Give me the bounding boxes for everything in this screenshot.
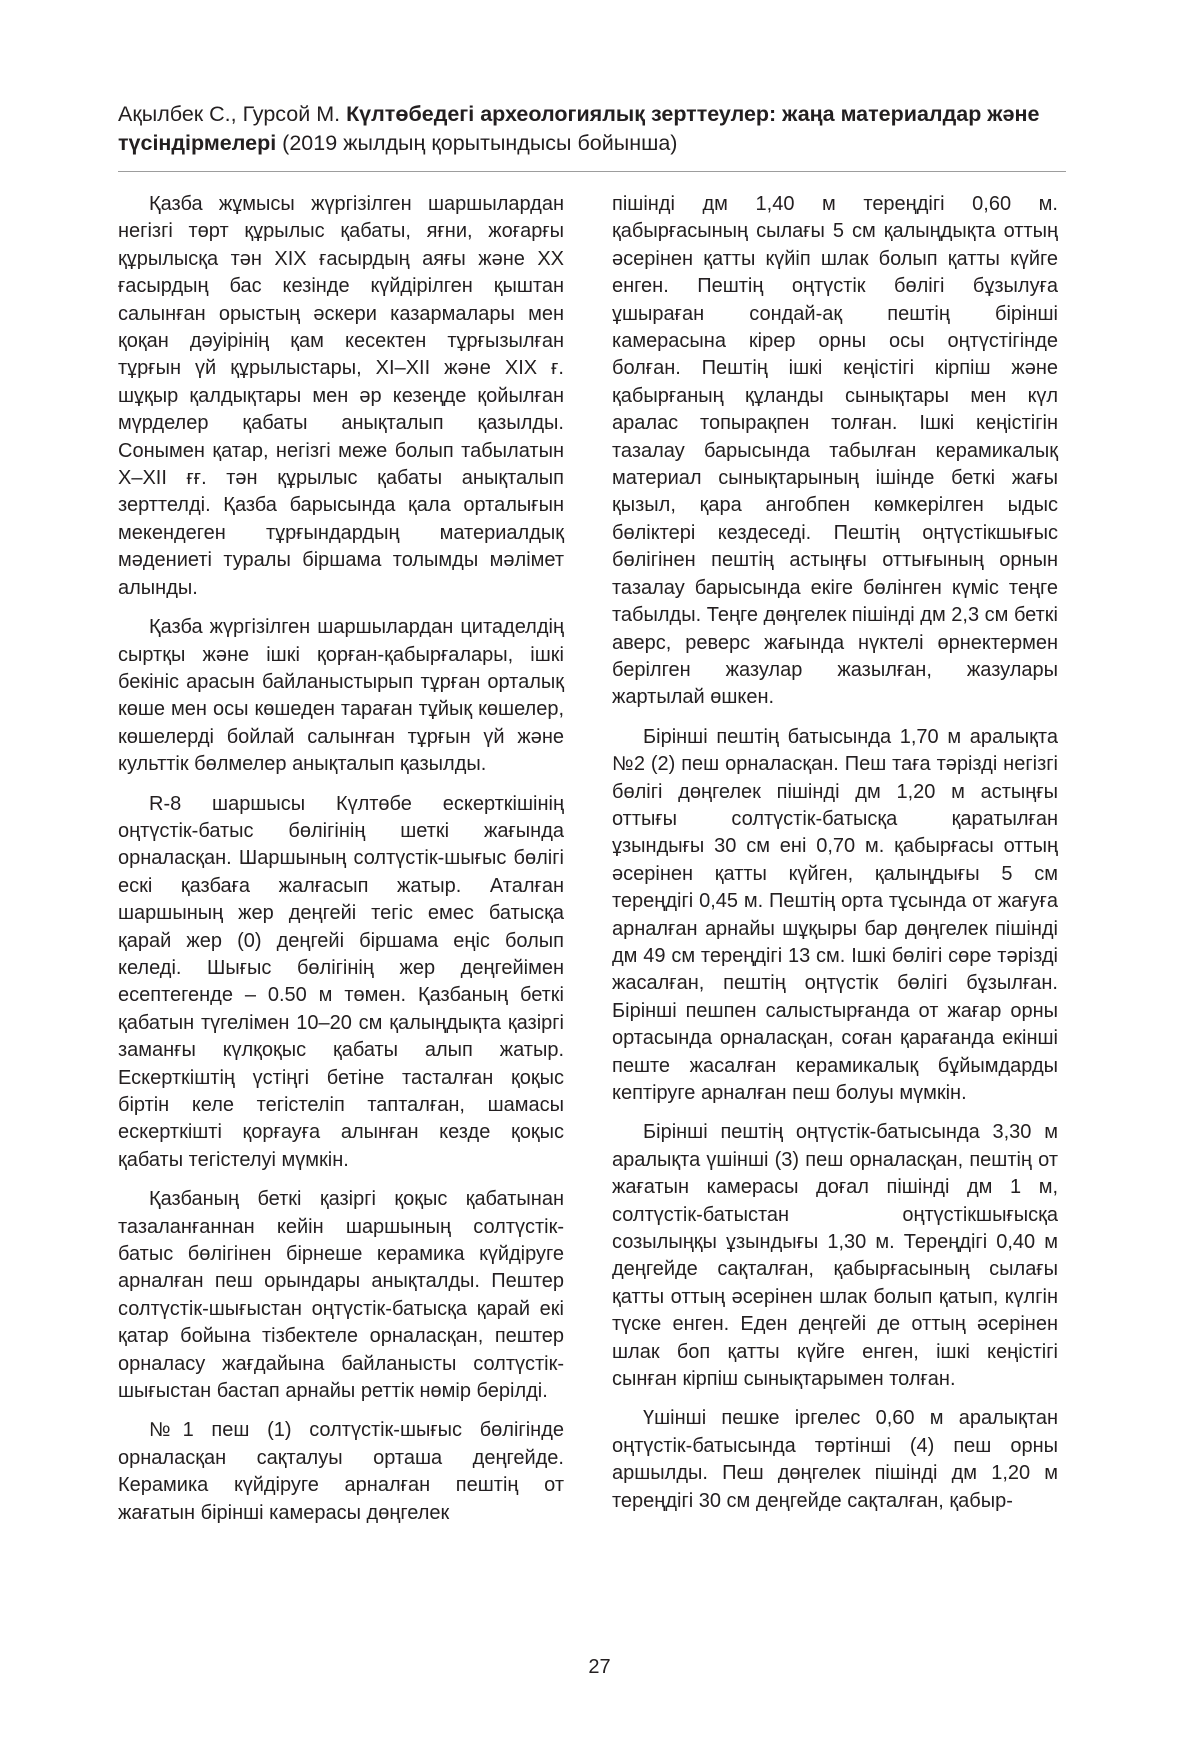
paragraph-continued: пішінді дм 1,40 м тереңдігі 0,60 м. қабырғасының сылағы 5 см қалыңдықта оттың әсерінен қатты күйіп шлак болып қатты күйге енген. Пештің оңтүстік бөлігі бұзылуға ұшыраған сондай-ақ пештің бірінші камерасына кірер орны осы оңтүстігінде болған. Пештің ішкі кеңістігі кірпіш және қабырғаның құланды сынықтары мен күл аралас топырақпен толған. Ішкі кеңістігін тазалау барысында табылған керамикалық материал сынықтарының ішінде беткі жағы қызыл, қара ангобпен көмкерілген ыдыс бөліктері кездеседі. Пештің оңтүстікшығыс бөлігінен пештің астыңғы оттығының орнын тазалау барысында екіге бөлінген күміс теңге табылды. Теңге дөңгелек пішінді дм 2,3 см беткі аверс, реверс жағында нүктелі өрнектермен берілген жазулар жазылған, жазулары жартылай өшкен.: [612, 193, 1058, 709]
header-article-title: Күлтөбедегі археологиялық зерттеулер: жаңа материалдар және түсіндірмелері: [118, 102, 1040, 155]
running-header: [118, 100, 1066, 158]
paragraph: Қазба жұмысы жүргізілген шаршылардан негізгі төрт құрылыс қабаты, яғни, жоғарғы құрылысқа тән XIX ғасырдың аяғы және XX ғасырдың бас кезінде күйдірілген қыштан салынған орыстың әскери казармалары мен қоқан дәуірінің қам кесектен тұрғызылған тұрғын үй құрылыстары, XI–XII және XIX ғ. шұқыр қалдықтары мен әр кезеңде қойылған мүрделер қабаты анықталып қазылды. Сонымен қатар, негізгі меже болып табылатын X–XII ғғ. тән құрылыс қабаты анықталып зерттелді. Қазба барысында қала орталығын мекендеген тұрғындардың материалдық мәдениеті туралы біршама толымды мәлімет алынды.: [118, 193, 564, 599]
header-authors: Ақылбек С., Гурсой М.: [118, 102, 347, 126]
paragraph: Қазба жүргізілген шаршылардан цитаделдің сыртқы және ішкі қорған-қабырғалары, ішкі бекініс арасын байланыстырып тұрған орталық көше мен осы көшеден тараған тұйық көшелер, көшелерді бойлай салынған тұрғын үй және культтік бөлмелер анықталып қазылды.: [118, 616, 564, 776]
page-number: 27: [588, 1656, 611, 1678]
header-divider: [118, 171, 1066, 172]
paragraph: Үшінші пешке іргелес 0,60 м аралықтан оңтүстік-батысында төртінші (4) пеш орны аршылды. Пеш дөңгелек пішінді дм 1,20 м тереңдігі 30 см деңгейде сақталған, қабыр-: [612, 1407, 1058, 1512]
paragraph: Қазбаның беткі қазіргі қоқыс қабатынан тазаланғаннан кейін шаршының солтүстік-батыс бөлігінен бірнеше керамика күйдіруге арналған пеш орындары анықталды. Пештер солтүстік-шығыстан оңтүстік-батысқа қарай екі қатар бойына тізбектеле орналасқан, пештер орналасу жағдайына байланысты солтүстік-шығыстан бастап арнайы реттік нөмір берілді.: [118, 1188, 564, 1403]
paragraph: №1 пеш (1) солтүстік-шығыс бөлігінде орналасқан сақталуы орташа деңгейде. Керамика күйдіруге арналған пештің от жағатын бірінші камерасы дөңгелек: [118, 1419, 564, 1524]
paragraph: Бірінші пештің батысында 1,70 м аралықта №2 (2) пеш орналасқан. Пеш таға тәрізді негізгі бөлігі дөңгелек пішінді дм 1,20 м астыңғы оттығы солтүстік-батысқа қаратылған ұзындығы 30 см ені 0,70 м. қабырғасы оттың әсерінен қатты күйген, қалыңдығы 5 см тереңдігі 0,45 м. Пештің орта тұсында от жағуға арналған арнайы шұқыры бар дөңгелек пішінді дм 49 см тереңдігі 13 см. Ішкі бөлігі сөре тәрізді жасалған, пештің оңтүстік бөлігі бұзылған. Бірінші пешпен салыстырғанда от жағар орны ортасында орналасқан, соған қарағанда екінші пеште жасалған керамикалық бұйымдарды кептіруге арналған пеш болуы мүмкін.: [612, 725, 1058, 1104]
left-column: [118, 191, 564, 1539]
paragraph: Бірінші пештің оңтүстік-батысында 3,30 м аралықта үшінші (3) пеш орналасқан, пештің от жағатын камерасы доғал пішінді дм 1 м, солтүстік-батыстан оңтүстікшығысқа созылыңқы ұзындығы 1,30 м. Тереңдігі 0,40 м деңгейде сақталған, қабырғасының сылағы қатты оттың әсерінен шлак болып қатып, күлгін түске енген. Еден деңгейі де оттың әсерінен шлак боп қатты күйге енген, ішкі кеңістігі сынған кірпіш сынықтарымен толған.: [612, 1121, 1058, 1391]
paragraph: R-8 шаршысы Күлтөбе ескерткішінің оңтүстік-батыс бөлігінің шеткі жағында орналасқан. Шаршының солтүстік-шығыс бөлігі ескі қазбаға жалғасып жатыр. Аталған шаршының жер деңгейі тегіс емес батысқа қарай жер (0) деңгейі біршама еңіс болып келеді. Шығыс бөлігінің жер деңгейімен есептегенде – 0.50 м төмен. Қазбаның беткі қабатын түгелімен 10–20 см қалыңдықта қазіргі заманғы күлқоқыс қабаты алып жатыр. Ескерткіштің үстіңгі бетіне тасталған қоқыс біртін келе тегістеліп тапталған, шамасы ескерткішті қорғауға алынған кезде қоқыс қабаты тегістелуі мүмкін.: [118, 792, 564, 1171]
header-subtitle: (2019 жылдың қорытындысы бойынша): [276, 131, 678, 155]
right-column: [612, 191, 1058, 1527]
